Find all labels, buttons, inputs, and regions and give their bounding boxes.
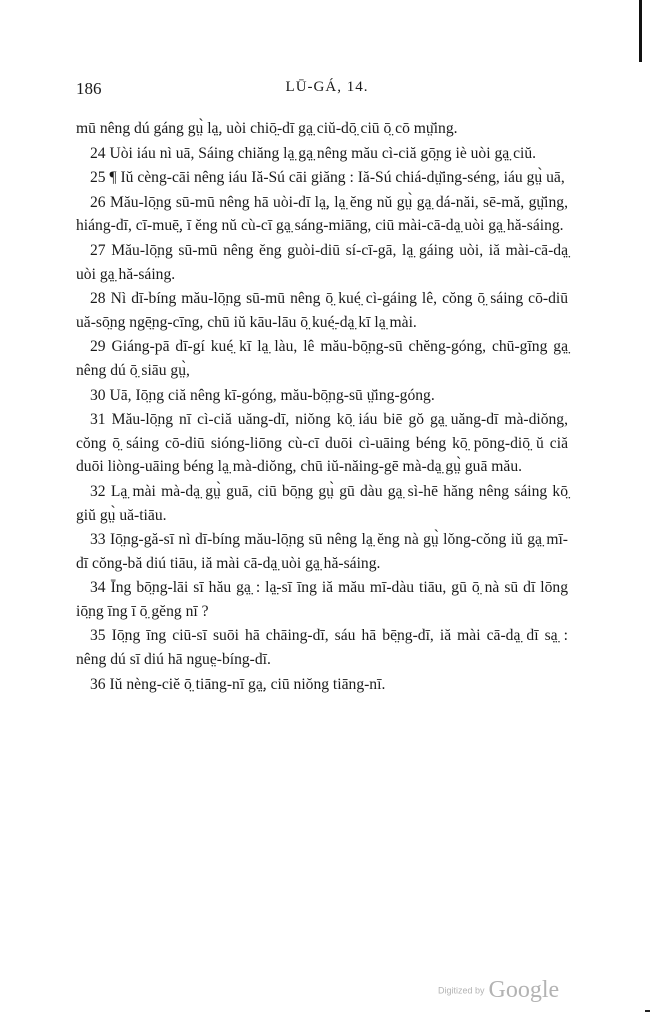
scan-tick-mark	[645, 1010, 650, 1012]
verse-28: 28 Nì dī-bíng mău-lō̤ng sū-mū nêng ō̤ kué̤ cì-gáing lê, cŏng ō̤ sáing cō-diū uă-sō̤ng ngē̤ng-cīng, chū iŭ kāu-lāu ō̤ kué̤-dạ̤ kī lạ̤ mài.	[76, 290, 568, 331]
digitized-watermark	[438, 977, 559, 1004]
running-title: LŪ-GÁ, 14.	[285, 79, 369, 95]
page-number: 186	[76, 79, 102, 98]
google-logo: Google	[488, 977, 560, 1003]
verse-26: 26 Mău-lō̤ng sū-mū nêng hā uòi-dī lạ̤, lạ̤ ĕng nŭ gṳ̀ gạ̤ dá-năi, sē-mă, gṳ̆ing, hiáng-dī, cī-muē̤, ī ĕng nŭ cù-cī gạ̤ sáng-miāng, ciū mài-cā-dạ̤ uòi gạ̤ hă-sáing.	[76, 193, 568, 235]
scan-edge-mark	[639, 0, 642, 62]
verse-35: 35 Iō̤ng īng ciū-sī suōi hā chāing-dī, sáu hā bē̤ng-dī, iă mài cā-dạ̤ dī sạ̤ : nêng dú sī diú hā ngue̤-bíng-dī.	[76, 627, 568, 669]
verse-27: 27 Mău-lō̤ng sū-mū nêng ĕng guòi-diū sí-cī-gā, lạ̤ gáing uòi, iă mài-cā-dạ̤ uòi gạ̤ hă-sáing.	[76, 241, 568, 283]
verse-32: 32 Lạ̤ mài mà-dạ̤ gṳ̀ guā, ciū bō̤ng gṳ̀ gū dàu gạ̤ sì-hē hăng nêng sáing kō̤ giŭ gṳ̀ uă-tiāu.	[76, 482, 568, 524]
verse-31: 31 Mău-lō̤ng nī cì-ciă uăng-dī, niŏng kō̤ iáu biē gŏ gạ̤ uăng-dī mà-diŏng, cŏng ō̤ sáing cō-diū sióng-liōng cù-cī duōi cì-uāing béng kō̤ pōng-diō̤ ŭ ciă duōi liòng-uāing béng lạ̤ mà-diŏng, chū iŭ-năing-gē mà-dạ̤ gṳ̀ guā mău.	[76, 411, 568, 476]
verse-30: 30 Uā, Iō̤ng ciă nêng kī-góng, mău-bō̤ng-sū ṳ̆ing-góng.	[90, 386, 435, 404]
verse-24: 24 Uòi iáu nì uā, Sáing chiăng lạ̤ gạ̤ nêng mău cì-ciă gō̤ng iè uòi gạ̤ ciŭ.	[90, 144, 537, 162]
page-header	[76, 79, 566, 103]
verse-29: 29 Giáng-pā dī-gí kué̤ kī lạ̤ làu, lê mău-bō̤ng-sū chĕng-góng, chū-gīng gạ̤ nêng dú ō̤ siāu gṳ̀,	[76, 338, 568, 379]
watermark-prefix: Digitized by	[438, 985, 485, 996]
verse-36: 36 Iŭ nèng-ciĕ ō̤ tiāng-nī gạ̤, ciū niŏng tiāng-nī.	[90, 675, 386, 693]
verse-continuation: mū nêng dú gáng gṳ̀ lạ̤, uòi chiō̤-dī gạ̤ ciŭ-dō̤ ciū ō̤ cō mṳ̆ing.	[76, 120, 458, 137]
verse-33: 33 Iō̤ng-gă-sī nì dī-bíng mău-lō̤ng sū nêng lạ̤ ĕng nà gṳ̀ lŏng-cŏng iŭ gạ̤ mī-dī cŏng-bă diú tiāu, iă mài cā-dạ̤ uòi gạ̤ hă-sáing.	[76, 531, 568, 572]
verse-25: 25 ¶ Iŭ cèng-cāi nêng iáu Iă-Sú cāi giăng : Iă-Sú chiá-dṳ̆ing-séng, iáu gṳ̀ uā,	[90, 169, 565, 187]
verse-34: 34 Īng bō̤ng-lāi sī hău gạ̤ : lạ̤-sī īng iă mău mī-dàu tiāu, gū ō̤ nà sū dī lōng iō̤ng īng ī ō̤ gĕng nī ?	[76, 579, 568, 620]
verse-text-block	[76, 117, 568, 696]
